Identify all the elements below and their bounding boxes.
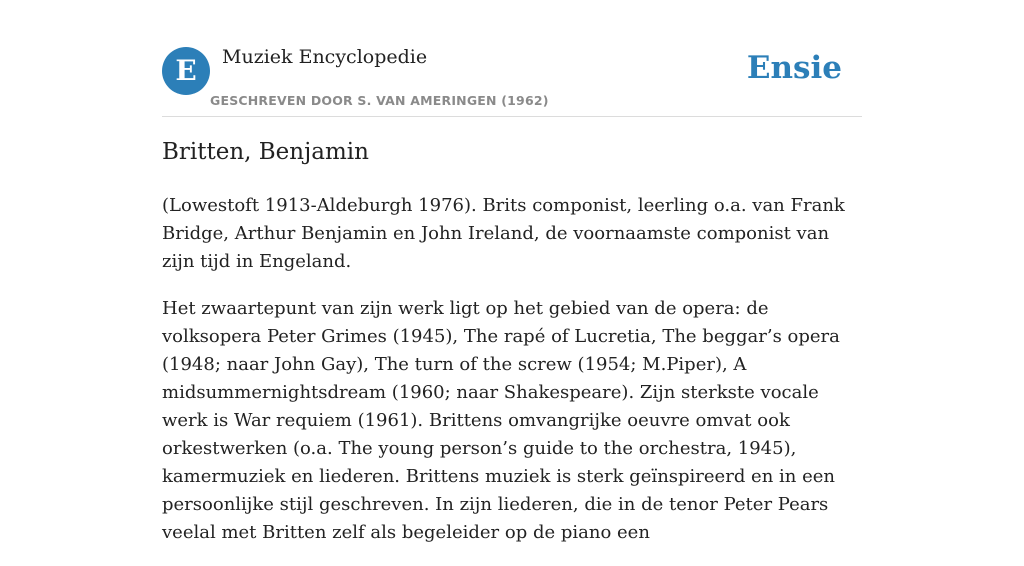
article-title: Britten, Benjamin xyxy=(162,139,369,165)
article-container xyxy=(162,0,862,543)
article-paragraph: (Lowestoft 1913-Aldeburgh 1976). Brits componist, leerling o.a. van Frank Bridge, Arthur Benjamin en John Ireland, de voornaamste componist van zijn tijd in Engeland. xyxy=(162,195,845,272)
article-body xyxy=(162,192,862,566)
site-header xyxy=(162,0,862,117)
ensie-brand-logo[interactable]: Ensie xyxy=(746,50,842,86)
encyclopedia-logo-icon[interactable]: E xyxy=(162,47,210,95)
author-byline: GESCHREVEN DOOR S. VAN AMERINGEN (1962) xyxy=(210,93,549,108)
encyclopedia-title-link[interactable]: Muziek Encyclopedie xyxy=(222,46,428,68)
article-paragraph: Het zwaartepunt van zijn werk ligt op het gebied van de opera: de volksopera Peter Grimes (1945), The rapé of Lucretia, The beggar’s opera (1948; naar John Gay), The turn of the screw (1954; M.Piper), A midsummernightsdream (1960; naar Shakespeare). Zijn sterkste vocale werk is War requiem (1961). Brittens omvangrijke oeuvre omvat ook orkestwerken (o.a. The young person’s guide to the orchestra, 1945), kamermuziek en liederen. Brittens muziek is sterk geïnspireerd en in een persoonlijke stijl geschreven. In zijn liederen, die in de tenor Peter Pears veelal met Britten zelf als begeleider op de piano een xyxy=(162,298,840,543)
